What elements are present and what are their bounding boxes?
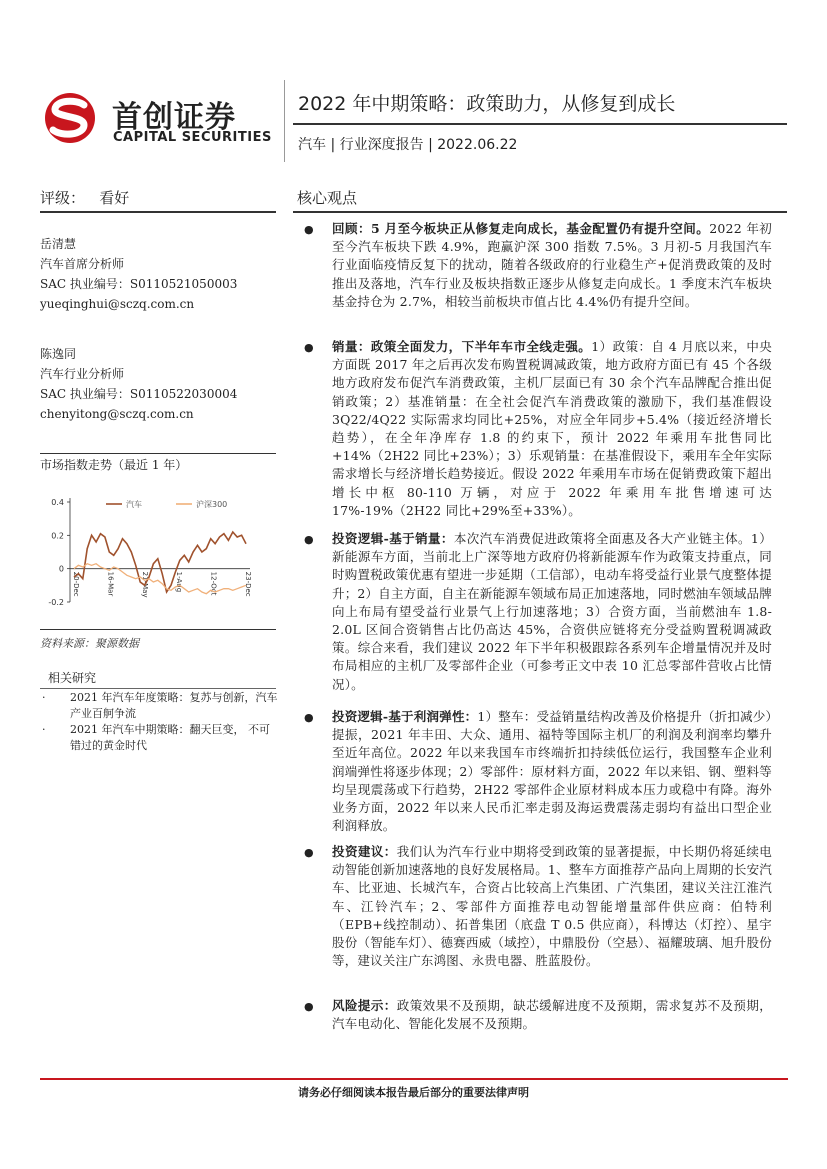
bullet-dot: ●: [304, 341, 314, 354]
y-tick-label: 0.2: [51, 531, 64, 541]
chart-rule: [40, 629, 276, 630]
bullet-head: 投资建议：: [332, 844, 397, 859]
bullet-body: [332, 843, 772, 970]
core-bullet: [304, 338, 772, 520]
bullet-body: [332, 997, 772, 1033]
related-rule: [40, 688, 276, 689]
bullet-text: 我们认为汽车行业中期将受到政策的显著提振，中长期仍将延续电动智能创新加速落地的良好发展格局。1、整车方面推荐产品向上周期的长安汽车、比亚迪、长城汽车，合资占比较高上汽集团、广汽集团，建议关注江淮汽车、江铃汽车；2、零部件方面推荐电动智能增量部件供应商：伯特利（EPB+线控制动）、拓普集团（底盘 T 0.5 供应商），科博达（灯控）、星宇股份（智能车灯）、德赛西威（域控），中鼎股份（空悬）、福耀玻璃、旭升股份等，建议关注广东鸿图、永贵电器、胜蓝股份。: [332, 844, 772, 969]
analyst-email[interactable]: yueqinghui@sczq.com.cn: [40, 297, 195, 311]
bullet-body: [332, 530, 772, 694]
bullet-dot: ●: [304, 533, 314, 546]
related-bullet: ·: [42, 691, 46, 704]
core-bullet: [304, 997, 772, 1033]
bullet-body: [332, 220, 772, 311]
x-tick-label: 12-Oct: [209, 571, 218, 596]
bullet-text: 1）政策：自 4 月底以来，中央方面既 2017 年之后再次发布购置税调减政策，地方政府方面已有 45 个各级地方政府发布促汽车消费政策，主机厂层面已有 30 余个汽车品牌配合推出促销政策；2）基准销量：在全社会促汽车消费政策的激励下，我们基准假设 3Q22/4Q22 实际需求均同比+25%，对应全年同步+5.4%（接近经济增长趋势），在全年净库存 1.8 的约束下，预计 2022 年乘用车批售同比+14%（2H22 同比+23%）；3）乐观销量：在基准假设下，乘用车全年实际需求增长与经济增长趋势接近。假设 2022 年乘用车市场在促销费政策下超出增长中枢 80-110 万辆，对应于 2022 年乘用车批售增速可达 17%-19%（2H22 同比+29%至+33%）。: [332, 339, 772, 518]
related-item[interactable]: [40, 722, 280, 756]
core-views-title: 核心观点: [297, 189, 358, 207]
report-title: 2022 年中期策略：政策助力，从修复到成长: [298, 93, 676, 115]
title-rule: [293, 123, 787, 125]
analyst-name: 岳清慧: [40, 237, 77, 251]
chart-source: 资料来源：聚源数据: [40, 637, 139, 650]
legal-disclaimer[interactable]: 请务必仔细阅读本报告最后部分的重要法律声明: [298, 1086, 529, 1099]
related-item[interactable]: [40, 690, 280, 724]
bullet-head: 销量：政策全面发力，下半年车市全线走强。: [332, 339, 592, 354]
bullet-text: 政策效果不及预期，缺芯缓解进度不及预期，需求复苏不及预期，汽车电动化、智能化发展不及预期。: [332, 998, 772, 1032]
bullet-dot: ●: [304, 711, 314, 724]
core-bullet: [304, 220, 772, 311]
analyst-name: 陈逸同: [40, 347, 77, 361]
bullet-head: 投资逻辑-基于利润弹性：: [332, 709, 478, 724]
core-bullet: [304, 708, 772, 835]
x-tick-label: 20-Dec: [72, 571, 80, 597]
analyst-card: [40, 344, 237, 424]
chart-head-rule: [40, 453, 276, 454]
company-logo-english: CAPITAL SECURITIES: [113, 130, 272, 145]
core-bullet: [304, 530, 772, 694]
x-tick-label: 16-Mar: [106, 571, 115, 597]
analyst-sac: SAC 执业编号：S0110522030004: [40, 387, 238, 401]
bullet-dot: ●: [304, 846, 314, 859]
core-rule: [293, 211, 787, 213]
header-divider: [284, 80, 285, 162]
bullet-dot: ●: [304, 223, 314, 236]
related-text: 2021 年汽车年度策略：复苏与创新，汽车产业百舸争流: [70, 691, 278, 720]
analyst-role: 汽车首席分析师: [40, 257, 125, 271]
related-text: 2021 年汽车中期策略：翻天巨变， 不可错过的黄金时代: [70, 723, 270, 752]
x-tick-label: 1-Aug: [175, 571, 184, 593]
bullet-head: 风险提示：: [332, 998, 397, 1013]
legend-label: 沪深300: [196, 500, 228, 509]
x-tick-label: 21-May: [140, 571, 149, 598]
bullet-head: 回顾：5 月至今板块正从修复走向成长，基金配置仍有提升空间。: [332, 221, 710, 236]
analyst-email[interactable]: chenyitong@sczq.com.cn: [40, 407, 194, 421]
y-tick-label: 0: [58, 564, 64, 574]
company-logo-mark: [40, 92, 104, 144]
report-meta: 汽车 | 行业深度报告 | 2022.06.22: [298, 137, 518, 153]
bullet-head: 投资逻辑-基于销量：: [332, 531, 454, 546]
analyst-card: [40, 234, 237, 314]
chart-title: 市场指数走势（最近 1 年）: [40, 458, 188, 472]
company-logo-chinese: 首创证券: [112, 100, 236, 135]
analyst-role: 汽车行业分析师: [40, 367, 125, 381]
bullet-body: [332, 708, 772, 835]
bullet-text: 1）整车：受益销量结构改善及价格提升（折扣减少）提振，2021 年丰田、大众、通用、福特等国际主机厂的利润及利润率均攀升至近年高位。2022 年以来我国车市终端折扣持续低位运行，我国整车企业利润端弹性将逐步体现；2）零部件：原材料方面，2022 年以来铝、钢、塑料等均呈现震荡或下行趋势，2H22 零部件企业原材料成本压力或稳中有降。海外业务方面，2022 年以来人民币汇率走弱及海运费震荡走弱均有益出口型企业利润释放。: [332, 709, 772, 834]
rating: 评级： 看好: [40, 189, 130, 207]
bullet-dot: ●: [304, 1000, 314, 1013]
related-research-title: 相关研究: [48, 671, 97, 685]
legend-label: 汽车: [126, 500, 142, 509]
x-tick-label: 23-Dec: [244, 571, 252, 597]
y-tick-label: -0.2: [48, 598, 64, 607]
series-line: [74, 532, 246, 592]
core-bullet: [304, 843, 772, 970]
related-bullet: ·: [42, 723, 46, 736]
y-tick-label: 0.4: [51, 498, 64, 507]
bullet-text: 2022 年初至今汽车板块下跌 4.9%，跑赢沪深 300 指数 7.5%。3 月初-5 月我国汽车行业面临疫情反复下的扰动，随着各级政府的行业稳生产+促消费政策的及时推出及落地，汽车行业及板块指数正逐步从修复走向成长。1 季度末汽车板块基金持仓为 2.7%，相较当前板块市值占比 4.4%仍有提升空间。: [332, 221, 772, 309]
market-index-chart: [36, 482, 280, 612]
bullet-body: [332, 338, 772, 520]
left-rule: [40, 211, 276, 213]
analyst-sac: SAC 执业编号：S0110521050003: [40, 277, 238, 291]
bullet-text: 本次汽车消费促进政策将全面惠及各大产业链主体。1）新能源车方面，当前北上广深等地方政府仍将新能源车作为政策支持重点，同时购置税政策优惠有望进一步延期（工信部），电动车将受益行业景气度整体提升；2）自主方面，自主在新能源车领域布局正加速落地，同时燃油车领域品牌向上布局有望受益行业景气上行加速落地；3）合资方面，当前燃油车 1.8-2.0L 区间合资销售占比仍高达 45%，合资供应链将充分受益购置税调减政策。综合来看，我们建议 2022 年下半年积极跟踪各系列车企增量情况并及时布局相应的主机厂及零部件企业（可参考正文中表 10 汇总零部件营收占比情况）。: [332, 531, 772, 692]
footer-rule: [40, 1078, 788, 1080]
